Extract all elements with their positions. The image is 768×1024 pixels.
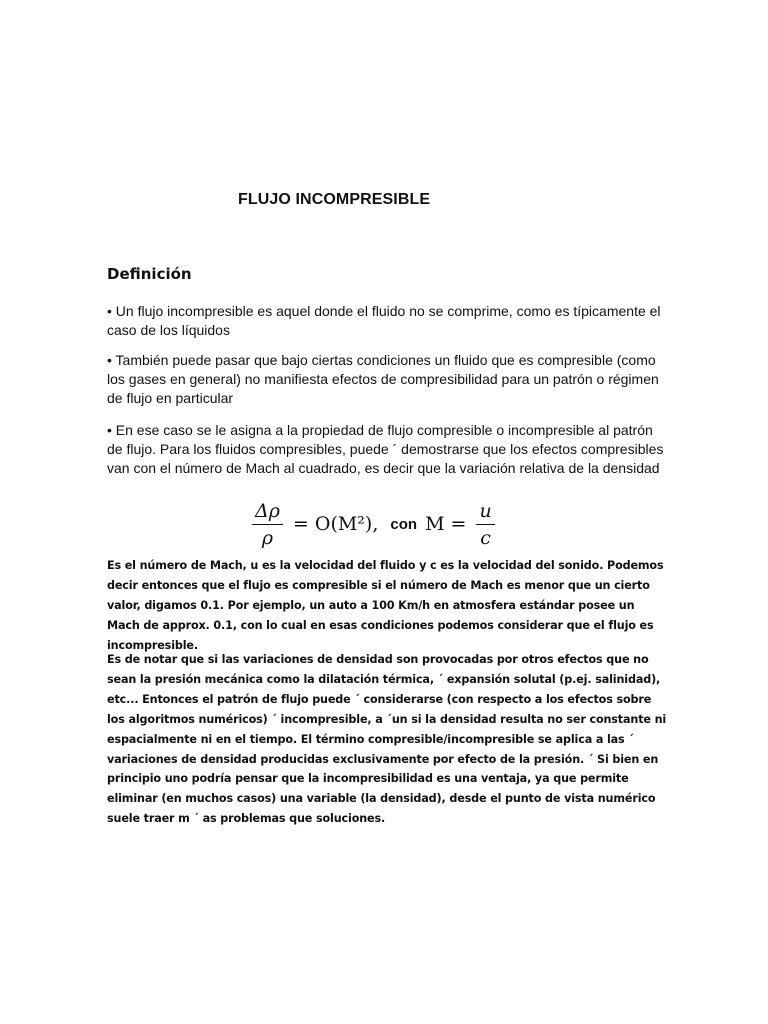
fraction-denominator: c [480, 526, 491, 549]
fraction-bar [252, 524, 283, 525]
page-title: FLUJO INCOMPRESIBLE [238, 191, 431, 208]
mach-formula [248, 496, 499, 552]
order-expression: = O(M²), [292, 513, 379, 535]
fraction-bar [476, 524, 494, 525]
fraction-denominator: ρ [261, 526, 274, 549]
density-ratio-fraction [252, 500, 283, 549]
velocity-ratio-fraction [476, 500, 494, 549]
bullet-paragraph-1: • Un flujo incompresible es aquel donde el fluido no se comprime, como es típicamente el caso de los líquidos [107, 303, 661, 338]
bullet-paragraph-3: • En ese caso se le asigna a la propiedad de flujo compresible o incompresible al patrón de flujo. Para los fluidos compresibles, puede ´ demostrarse que los efectos compresibles van con el número de Mach al cuadrado, es decir que la variación relativa de la densidad [107, 422, 664, 476]
fraction-numerator: u [479, 499, 492, 522]
formula-connector: con [390, 515, 418, 533]
mach-symbol: M = [425, 513, 467, 535]
fraction-numerator: Δρ [255, 499, 280, 522]
body-paragraph-2: Es de notar que si las variaciones de densidad son provocadas por otros efectos que no sean la presión mecánica como la dilatación térmica, ´ expansión solutal (p.ej. salinidad), etc... Entonces el patrón de flujo puede ´ considerarse (con respecto a los efectos sobre los algoritmos numéricos) ´ incompresible, a ´un si la densidad resulta no ser constante ni espacialmente ni en el tiempo. El término compresible/incompresible se aplica a las ´ variaciones de densidad producidas exclusivamente por efecto de la presión. ´ Si bien en principio uno podría pensar que la incompresibilidad es una ventaja, ya que permite eliminar (en muchos casos) una variable (la densidad), desde el punto de vista numérico suele traer m ´ as problemas que soluciones. [107, 653, 667, 826]
body-paragraph-1: Es el número de Mach, u es la velocidad del fluido y c es la velocidad del sonido. Podemos decir entonces que el flujo es compresible si el número de Mach es menor que un cierto valor, digamos 0.1. Por ejemplo, un auto a 100 Km/h en atmosfera estándar posee un Mach de approx. 0.1, con lo cual en esas condiciones podemos considerar que el flujo es incompresible. [107, 559, 664, 652]
section-heading: Definición [107, 265, 192, 283]
bullet-paragraph-2: • También puede pasar que bajo ciertas condiciones un fluido que es compresible (como los gases en general) no manifiesta efectos de compresibilidad para un patrón o régimen de flujo en particular [107, 352, 659, 406]
